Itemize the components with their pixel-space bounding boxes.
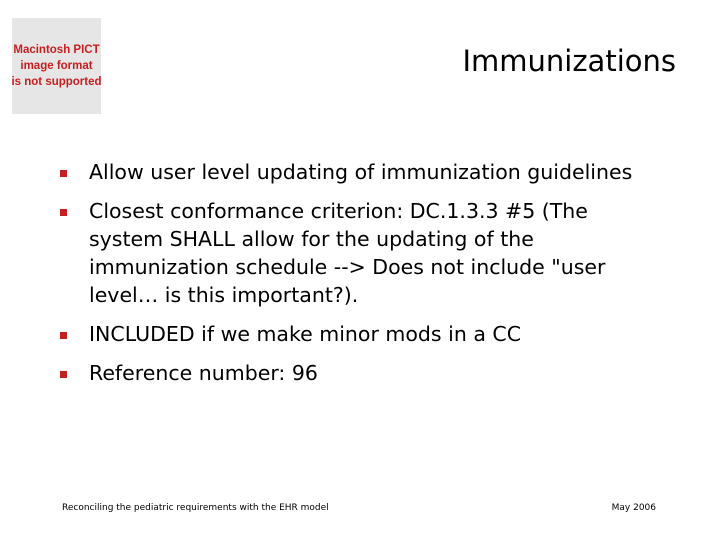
placeholder-text-line: Macintosh PICT	[13, 44, 100, 56]
bullet-item	[60, 158, 660, 186]
bullet-text: INCLUDED if we make minor mods in a CC	[89, 322, 522, 346]
footer-presentation-title: Reconciling the pediatric requirements with the EHR model	[62, 503, 329, 513]
square-bullet-icon	[60, 209, 67, 216]
square-bullet-icon	[60, 371, 67, 378]
placeholder-text-line: is not supported	[11, 76, 102, 88]
unsupported-image-placeholder	[12, 18, 101, 114]
square-bullet-icon	[60, 332, 67, 339]
bullet-item	[60, 197, 660, 309]
bullet-text: Closest conformance criterion: DC.1.3.3 #5 (The system SHALL allow for the updating of the immunization schedule --> Does not include "user level… is this important?).	[89, 199, 606, 307]
square-bullet-icon	[60, 170, 67, 177]
bullet-item	[60, 359, 660, 387]
slide-title: Immunizations	[462, 44, 676, 78]
footer-date: May 2006	[611, 503, 656, 513]
bullet-item	[60, 320, 660, 348]
placeholder-text-line: image format	[20, 60, 93, 72]
bullet-text: Reference number: 96	[89, 361, 318, 385]
bullet-list	[60, 158, 660, 398]
bullet-text: Allow user level updating of immunization guidelines	[89, 160, 633, 184]
